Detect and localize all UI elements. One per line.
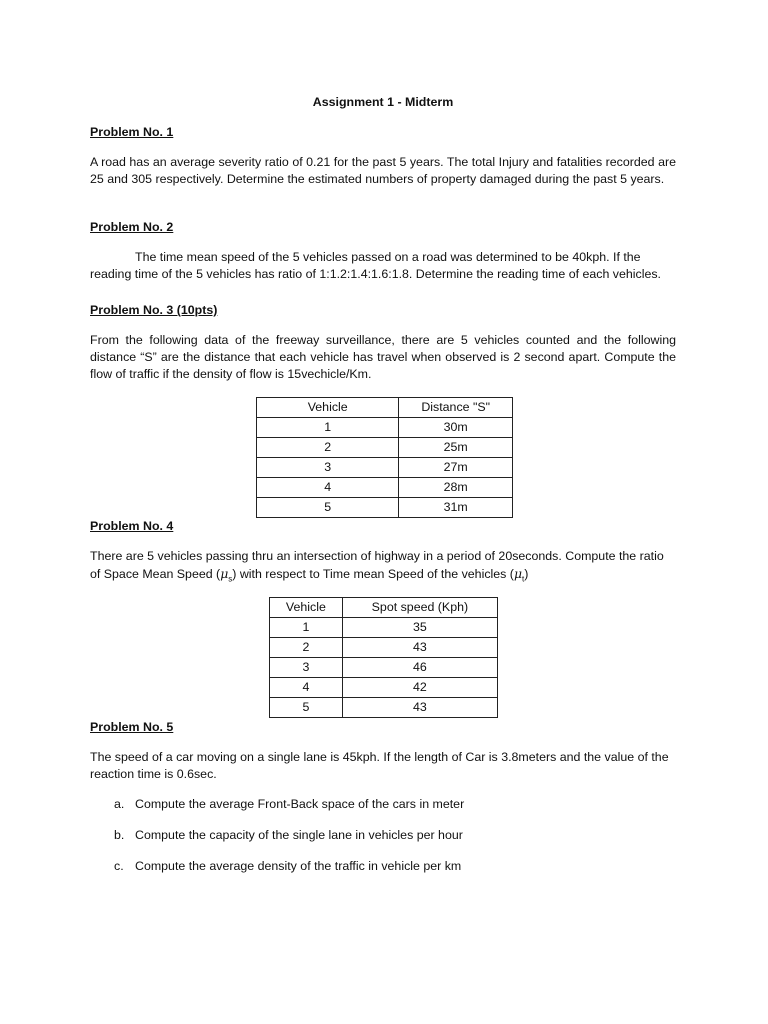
table-row: [257, 478, 513, 498]
list-item-text: Compute the average Front-Back space of the cars in meter: [135, 797, 465, 811]
table-row: [270, 678, 498, 698]
table-cell: 42: [342, 678, 497, 698]
list-marker: a.: [114, 797, 125, 811]
table-row: [257, 418, 513, 438]
problem-4-line-1: There are 5 vehicles passing thru an intersection of highway in a period of 20seconds. Compute the ratio: [90, 549, 664, 563]
table-cell: 31m: [399, 498, 513, 518]
table-cell: 28m: [399, 478, 513, 498]
list-item-text: Compute the capacity of the single lane in vehicles per hour: [135, 828, 463, 842]
table-cell: 30m: [399, 418, 513, 438]
text-fragment: ) with respect to Time mean Speed of the vehicles (: [232, 567, 514, 581]
table-cell: 27m: [399, 458, 513, 478]
table-row: [257, 458, 513, 478]
problem-2-heading: Problem No. 2: [90, 220, 174, 234]
list-marker: c.: [114, 859, 124, 873]
table-cell: 1: [257, 418, 399, 438]
problem-5-heading: Problem No. 5: [90, 720, 174, 734]
table-cell: 3: [257, 458, 399, 478]
distance-table: [256, 397, 513, 518]
table-cell: 43: [342, 698, 497, 718]
list-item: [114, 796, 464, 813]
column-header: Distance "S": [399, 398, 513, 418]
table-row: [270, 618, 498, 638]
table-cell: 4: [257, 478, 399, 498]
problem-1-heading: Problem No. 1: [90, 125, 174, 139]
table-header-row: [270, 598, 498, 618]
document-title: Assignment 1 - Midterm: [312, 95, 454, 109]
problem-5-text: The speed of a car moving on a single lane is 45kph. If the length of Car is 3.8meters and the value of the reaction time is 0.6sec.: [90, 750, 669, 781]
table-cell: 2: [257, 438, 399, 458]
subscript-t: t: [522, 574, 525, 584]
list-item: [114, 858, 461, 875]
list-item: [114, 827, 463, 844]
column-header: Vehicle: [257, 398, 399, 418]
problem-3-heading: Problem No. 3 (10pts): [90, 303, 218, 317]
text-fragment: of Space Mean Speed (: [90, 567, 221, 581]
table-cell: 5: [270, 698, 343, 718]
mu-symbol: μ: [220, 566, 229, 581]
table-cell: 46: [342, 658, 497, 678]
list-marker: b.: [114, 828, 125, 842]
table-cell: 5: [257, 498, 399, 518]
table-cell: 3: [270, 658, 343, 678]
table-cell: 1: [270, 618, 343, 638]
problem-4-line-2: [90, 565, 676, 583]
table-cell: 35: [342, 618, 497, 638]
problem-4-heading: Problem No. 4: [90, 519, 174, 533]
table-cell: 43: [342, 638, 497, 658]
mu-symbol: μ: [513, 566, 522, 581]
table-row: [257, 498, 513, 518]
table-cell: 25m: [399, 438, 513, 458]
table-row: [270, 638, 498, 658]
table-row: [270, 658, 498, 678]
list-item-text: Compute the average density of the traffic in vehicle per km: [135, 859, 462, 873]
problem-1-text: A road has an average severity ratio of 0.21 for the past 5 years. The total Injury and fatalities recorded are 25 and 305 respectively. Determine the estimated numbers of property damaged during the past 5 years.: [90, 155, 676, 186]
table-row: [257, 438, 513, 458]
table-cell: 2: [270, 638, 343, 658]
table-row: [270, 698, 498, 718]
subscript-s: s: [228, 574, 233, 584]
problem-3-text: From the following data of the freeway surveillance, there are 5 vehicles counted and the following distance “S” are the distance that each vehicle has travel when observed is 2 second apart. Compute the flow of traffic if the density of flow is 15vechicle/Km.: [90, 333, 676, 381]
problem-4-text: [90, 548, 676, 583]
spot-speed-table: [269, 597, 498, 718]
column-header: Vehicle: [270, 598, 343, 618]
table-header-row: [257, 398, 513, 418]
text-fragment: ): [524, 567, 529, 581]
column-header: Spot speed (Kph): [342, 598, 497, 618]
table-cell: 4: [270, 678, 343, 698]
problem-2-text: The time mean speed of the 5 vehicles passed on a road was determined to be 40kph. If the reading time of the 5 vehicles has ratio of 1:1.2:1.4:1.6:1.8. Determine the reading time of each vehicles.: [90, 250, 661, 281]
